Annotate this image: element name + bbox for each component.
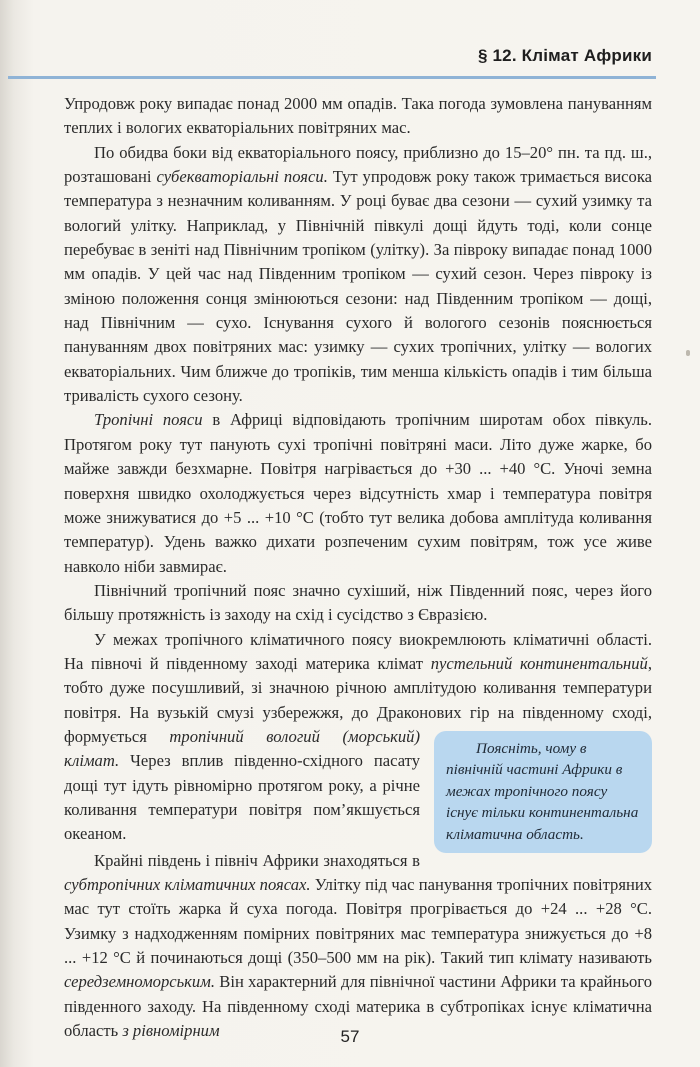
- term-subequatorial: субекваторіальні пояси.: [156, 167, 328, 187]
- term-mediterranean: середземноморським.: [64, 972, 215, 992]
- paragraph-6-text-e: Він характерний для північної частини Африки та крайнього південного заходу. На південному сході материка в субтропіках існує кліматична область: [64, 972, 652, 1041]
- paragraph-2-text-c: Тут упродовж року також тримається висока температура з незначним коливанням. У році буває два сезони — сухий узимку та вологий улітку. Наприклад, у Північній півкулі дощі йдуть тоді, коли сонце перебуває в зеніті над Північним тропіком (улітку). За півроку випадає понад 1000 мм опадів. У цей час над Південним тропіком — сухий сезон. Через півроку із зміною положення сонця змінюються сезони: над Південним тропіком — дощі, над Північним — сухо. Існування сухого й вологого сезонів пояснюється пануванням двох повітряних мас: узимку — сухих тропічних, улітку — вологих екваторіальних. Чим ближче до тропіків, тим менша кількість опадів і тим більша тривалість сухого сезону.: [64, 167, 652, 406]
- paragraph-2: [64, 141, 652, 409]
- term-tropical: Тропічні пояси: [94, 410, 203, 430]
- paragraph-3-text-b: в Африці відповідають тропічним широтам обох півкуль. Протягом року тут панують сухі тропічні повітряні маси. Літо дуже жарке, бо майже завжди безхмарне. Повітря нагрівається до +30 ... +40 °С. Уночі земна поверхня швидко охолоджується через відсутність хмар і температура повітря може знижуватися до +5 ... +10 °С (тобто тут велика добова амплітуда коливання температур). Удень важко дихати розпеченим сухим повітрям, тож усе живе навколо ніби завмирає.: [64, 410, 652, 576]
- paragraph-5: [64, 628, 652, 847]
- term-uniform: з рівномірним: [122, 1021, 220, 1041]
- term-desert-continental: пустельний континентальний: [430, 653, 648, 673]
- section-title: § 12. Клімат Африки: [477, 46, 652, 65]
- paragraph-5-text-c: , тобто дуже посушливий, зі значною річною амплітудою коливання температури повітря. На вузькій смузі узбережжя, до Драконових гір на південному сході, формується: [64, 653, 652, 746]
- paragraph-2-text-a: По обидва боки від екваторіального поясу, приблизно до 15–20° пн. та пд. ш., розташовані: [64, 142, 652, 187]
- term-tropical-humid: тропічний вологий (морський) клімат.: [64, 726, 420, 771]
- page-number: 57: [340, 1027, 360, 1046]
- paragraph-6-text-a: Крайні південь і північ Африки знаходяться в: [94, 850, 420, 870]
- paragraph-5-text-e: Через вплив південно-східного пасату дощі тут ідуть рівномірно протягом року, а річне коливання температури повітря пом’якшується океаном.: [64, 751, 420, 844]
- paragraph-4: Північний тропічний пояс значно сухіший, ніж Південний пояс, через його більшу протяжність із заходу на схід і сусідство з Євразією.: [64, 580, 652, 625]
- paragraph-3: [64, 408, 652, 578]
- term-subtropical: субтропічних кліматичних поясах.: [64, 875, 311, 894]
- body-text: [64, 92, 652, 1043]
- paragraph-6-text-c: Улітку під час панування тропічних повітряних мас тут стоїть жарка й суха погода. Повітря прогрівається до +24 ... +28 °С. Узимку з надходженням помірних повітряних мас температура знижується до +8 ... +12 °С й починаються дощі (350–500 мм на рік). Такий тип клімату називають: [64, 875, 653, 968]
- page-header: [8, 44, 656, 79]
- paragraph-1: Упродовж року випадає понад 2000 мм опадів. Така погода зумовлена пануванням теплих і вологих екваторіальних повітряних мас.: [64, 94, 652, 138]
- paragraph-6: [64, 849, 652, 1044]
- margin-mark: [686, 350, 690, 356]
- question-callout: Поясніть, чому в північній частині Африки в межах тропічного поясу існує тільки континентальна кліматична область.: [434, 731, 652, 854]
- paragraph-5-text-a: У межах тропічного кліматичного поясу виокремлюють кліматичні області. На півночі й південному заході материка клімат: [64, 629, 652, 673]
